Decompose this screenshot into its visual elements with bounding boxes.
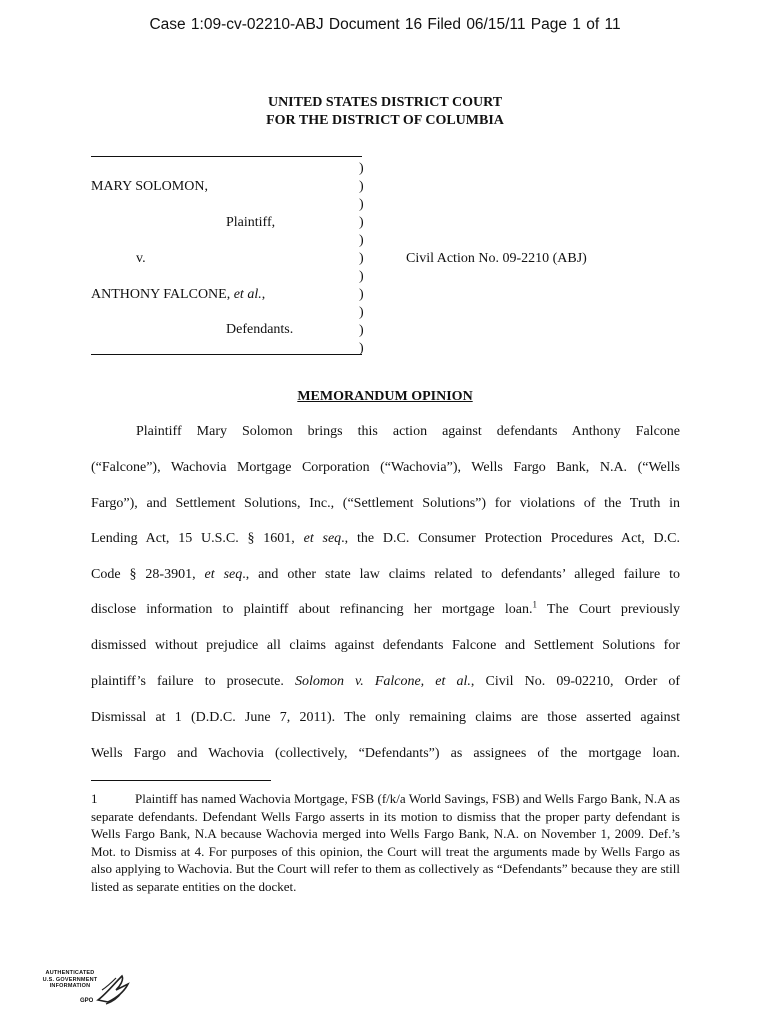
footnote-text: Plaintiff has named Wachovia Mortgage, FSB (f/k/a World Savings, FSB) and Wells Fargo Bank, N.A as separate defendants. Defendant Wells Fargo asserts in its motion to dismiss that the proper party defendant is Wells Fargo Bank, N.A because Wachovia merged into Wells Fargo Bank, N.A. on November 1, 2009. Def.’s Mot. to Dismiss at 4. For purposes of this opinion, the Court will treat the arguments made by Wells Fargo as also applying to Wachovia. But the Court will refer to them as collectively as “Defendants” because they are still listed as separate entities on the docket. xyxy=(91,791,680,894)
caption-parentheses xyxy=(359,160,364,358)
gpo-mark-text: GPO xyxy=(80,998,94,1004)
memorandum-title: MEMORANDUM OPINION xyxy=(297,389,473,404)
body-line-10: Wells Fargo and Wachovia (collectively, “Defendants”) as assignees of the mortgage loan. xyxy=(91,746,680,761)
civil-action-number: Civil Action No. 09-2210 (ABJ) xyxy=(406,251,587,266)
caption-bottom-rule xyxy=(91,354,362,355)
text: , Civil No. 09-02210, Order of xyxy=(470,674,680,689)
paren: ) xyxy=(359,197,364,212)
italic-text: et seq xyxy=(204,567,243,582)
defendant-name-text: ANTHONY FALCONE, xyxy=(91,287,234,302)
body-line-1: Plaintiff Mary Solomon brings this action against defendants Anthony Falcone xyxy=(136,424,680,439)
gpo-logo-text xyxy=(40,970,100,990)
body-line-5 xyxy=(91,566,680,584)
text: Code § 28-3901, xyxy=(91,567,205,582)
gpo-line: AUTHENTICATED xyxy=(45,970,95,976)
text: Lending Act, 15 U.S.C. § 1601, xyxy=(91,531,304,546)
defendant-comma: , xyxy=(261,287,266,302)
paren: ) xyxy=(359,305,364,320)
paren: ) xyxy=(359,179,364,194)
body-line-8 xyxy=(91,673,680,691)
gpo-authentication-logo xyxy=(40,970,132,1010)
case-header: Case 1:09-cv-02210-ABJ Document 16 Filed 06/15/11 Page 1 of 11 xyxy=(149,16,621,33)
case-citation: Solomon v. Falcone, et al. xyxy=(294,674,471,689)
body-line-4 xyxy=(91,530,680,548)
body-line-6 xyxy=(91,601,680,619)
text: ., and other state law claims related to defendants’ alleged failure to xyxy=(242,567,680,582)
paren: ) xyxy=(359,251,364,266)
defendant-name xyxy=(91,286,265,304)
body-line-2: (“Falcone”), Wachovia Mortgage Corporation (“Wachovia”), Wells Fargo Bank, N.A. (“Wells xyxy=(91,460,680,475)
footnote-ref[interactable]: 1 xyxy=(532,599,537,610)
defendant-role: Defendants. xyxy=(226,322,294,337)
court-title-line2: FOR THE DISTRICT OF COLUMBIA xyxy=(266,113,504,128)
eagle-icon xyxy=(92,970,132,1010)
paren: ) xyxy=(359,287,364,302)
caption-top-rule xyxy=(91,156,362,157)
court-title xyxy=(0,94,770,130)
paren: ) xyxy=(359,215,364,230)
footnote-number: 1 xyxy=(91,791,98,806)
text: plaintiff’s failure to prosecute. xyxy=(91,674,295,689)
text: ., the D.C. Consumer Protection Procedures Act, D.C. xyxy=(341,531,680,546)
paren: ) xyxy=(359,323,364,338)
text: The Court previously xyxy=(536,602,680,617)
text: disclose information to plaintiff about refinancing her mortgage loan. xyxy=(91,602,533,617)
plaintiff-name: MARY SOLOMON, xyxy=(91,179,208,194)
footnote-1 xyxy=(91,790,680,896)
gpo-line: U.S. GOVERNMENT xyxy=(42,976,98,983)
gpo-line: INFORMATION xyxy=(49,983,91,989)
italic-text: et seq xyxy=(303,531,342,546)
court-title-line1: UNITED STATES DISTRICT COURT xyxy=(267,95,503,110)
paren: ) xyxy=(359,269,364,284)
body-line-3: Fargo”), and Settlement Solutions, Inc., (“Settlement Solutions”) for violations of the Truth in xyxy=(91,496,680,511)
body-line-9: Dismissal at 1 (D.D.C. June 7, 2011). The only remaining claims are those asserted against xyxy=(91,710,680,725)
paren: ) xyxy=(359,233,364,248)
paren: ) xyxy=(359,161,364,176)
plaintiff-role: Plaintiff, xyxy=(226,215,276,230)
defendant-et-al: et al. xyxy=(233,287,262,302)
versus: v. xyxy=(136,251,146,266)
paren: ) xyxy=(359,341,364,356)
footnote-separator xyxy=(91,780,271,781)
body-line-7: dismissed without prejudice all claims against defendants Falcone and Settlement Solutions for xyxy=(91,638,680,653)
